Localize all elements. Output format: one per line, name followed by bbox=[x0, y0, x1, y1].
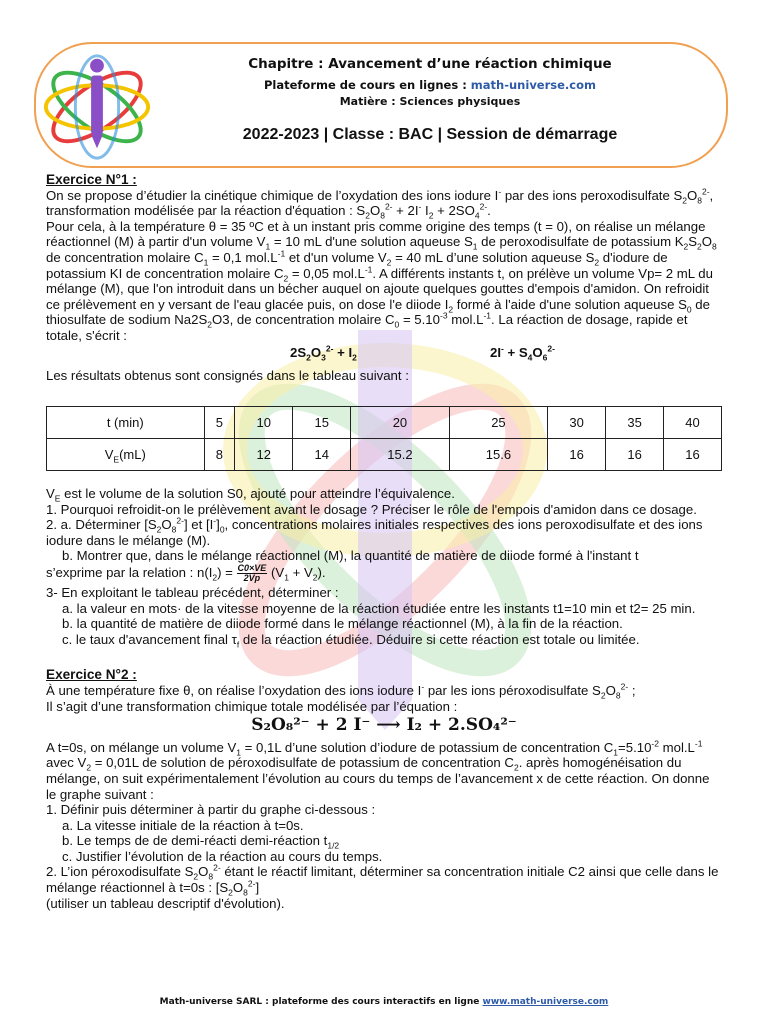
table-cell: 16 bbox=[548, 439, 606, 471]
results-intro: Les résultats obtenus sont consignés dans le tableau suivant : bbox=[46, 367, 409, 383]
exercise-2-setup: A t=0s, on mélange un volume $V_1 = 0,1L$ d’une solution d’iodure de potassium de concentration $C_1=5.10^{-2}$ $mol.L^{-1}$ avec $V_2 = 0,01L$ de solution de péroxodisulfate de potassium de concentration $C_2$. après homogénéisation du mélange, on suit expérimentalement l’évolution au cours du temps de l’avancement x de cette réaction. On donne le graphe suivant : bbox=[46, 738, 710, 802]
table-cell: 15 bbox=[293, 407, 351, 439]
table-cell: 35 bbox=[606, 407, 664, 439]
exercise-2-title: Exercice N°2 : bbox=[46, 667, 137, 683]
ex2-question-1: 1. Définir puis déterminer à partir du graphe ci-dessous : bbox=[46, 802, 376, 818]
footer-link[interactable]: www.math-universe.com bbox=[482, 997, 609, 1007]
table-cell: 15.2 bbox=[351, 439, 450, 471]
subject-line: Matière : Sciences physiques bbox=[339, 95, 521, 108]
ex2-question-1a: a. La vitesse initiale de la réaction à t=0s. bbox=[62, 817, 304, 833]
exercise-1-procedure: Pour cela, à la température θ = 35 ºC et à un instant pris comme origine des temps (t = 0), on réalise un mélange réactionnel (M) à partir d'un volume $V_1 = 10$ mL d'une solution aqueuse $S_1$ de peroxodisulfate de potassium $K_2S_2O_8$ de concentration molaire $C_1 = 0,1$ $mol.L^{-1}$ et d'un volume $V_2 = 40$ mL d’une solution aqueuse $S_2$ d'iodure de potassium KI de concentration molaire $C_2 = 0,05$ $mol.L^{-1}$. A différents instants t, on prélève un volume Vp= 2 mL du mélange (M), que l'on introduit dans un bécher auquel on ajoute quelques gouttes d'empois d'amidon. On refroidit ce prélèvement en y versant de l'eau glacée puis, on dose l'e diiode $I_2$ formé à l'aide d'une solution aqueuse $S_0$ de thiosulfate de sodium $Na2S_2O3$, de concentration molaire $C_0 = 5.10^{-3}$ $mol.L^{-1}$. La réaction de dosage, rapide et totale, s'écrit : bbox=[46, 218, 717, 343]
ex2-question-1c: c. Justifier l’évolution de la réaction au cours du temps. bbox=[62, 848, 383, 864]
table-row bbox=[47, 407, 722, 439]
table-cell: 14 bbox=[293, 439, 351, 471]
platform-line: Plateforme de cours en lignes : math-universe.com bbox=[264, 78, 596, 92]
exercise-2-intro: À une température fixe θ, on réalise l’oxydation des ions iodure I- par les ions péroxodisulfate $S_2O_8^{2-}$ ; bbox=[46, 681, 636, 701]
question-3b: b. la quantité de matière de diiode formé dans le mélange réactionnel (M), à la fin de la réaction. bbox=[62, 616, 623, 632]
ex2-question-2: 2. L’ion péroxodisulfate $S_2O_8^{2-}$ étant le réactif limitant, déterminer sa concentration initiale C2 ainsi que celle dans le mélange réactionnel à t=0s : $[S_2O_8^{2-}]$ bbox=[46, 863, 719, 898]
table-cell: 30 bbox=[548, 407, 606, 439]
exercise-2-equation: S₂O₈²⁻ + 2 I⁻ ⟶ I₂ + 2.SO₄²⁻ bbox=[251, 715, 517, 736]
results-table bbox=[46, 406, 722, 471]
table-cell: 20 bbox=[351, 407, 450, 439]
dosage-products: $2I^- + S_4O_6^{2-}$ bbox=[490, 343, 555, 363]
header-text bbox=[160, 55, 700, 146]
table-cell: 16 bbox=[664, 439, 722, 471]
table-cell: 8 bbox=[204, 439, 235, 471]
table-row-label: $V_E(mL)$ bbox=[47, 439, 205, 471]
fraction: $\frac{C0\times VE}{2Vp}$ bbox=[237, 562, 267, 583]
document-body bbox=[46, 172, 722, 383]
exercise-1-title: Exercice N°1 : bbox=[46, 172, 137, 187]
question-3: 3- En exploitant le tableau précédent, déterminer : bbox=[46, 584, 339, 600]
question-1: 1. Pourquoi refroidit-on le prélèvement avant le dosage ? Préciser le rôle de l'empois d'amidon dans ce dosage. bbox=[46, 501, 697, 517]
dosage-reactants: $2S_2O_3^{2-} + I_2$ bbox=[290, 343, 357, 363]
table-cell: 25 bbox=[449, 407, 548, 439]
dosage-equation bbox=[46, 344, 722, 362]
footer: Math-universe SARL : plateforme des cours interactifs en ligne www.math-universe.com bbox=[159, 997, 609, 1007]
ve-definition: $V_E$ est le volume de la solution S0, ajouté pour atteindre l’équivalence. bbox=[46, 486, 455, 504]
platform-link[interactable]: math-universe.com bbox=[470, 78, 596, 92]
chapter-title: Chapitre : Avancement d’une réaction chimique bbox=[248, 56, 612, 72]
question-2a: 2. a. Déterminer $[S_2O_8^{2-}]$ et $[I^-]_0$, concentrations molaires initiales respectives des ions peroxodisulfate et des ions iodure dans le mélange (M). bbox=[46, 515, 703, 548]
table-cell: 5 bbox=[204, 407, 235, 439]
exercise-2-statement: Il s’agit d’une transformation chimique totale modélisée par l’équation : bbox=[46, 698, 458, 714]
table-cell: 40 bbox=[664, 407, 722, 439]
table-row bbox=[47, 439, 722, 471]
exercise-1-intro: On se propose d’étudier la cinétique chimique de l’oxydation des ions iodure I- par des ions peroxodisulfate $S_2O_8^{2-}$, transformation modélisée par la réaction d'équation : $S_2O_8^{2-} + 2I^-$ $I_2 + 2SO_4^{2-}$. bbox=[46, 186, 714, 221]
question-3c: c. le taux d'avancement final $\tau_f$ de la réaction étudiée. Déduire si cette réaction est totale ou limitée. bbox=[62, 631, 640, 650]
question-2b-relation: s’exprime par la relation : $n(I_2)$ = $\frac{C0\times VE}{2Vp}$ $(V_1 + V_2)$. bbox=[46, 562, 326, 583]
table-row-label: t (min) bbox=[47, 407, 205, 439]
table-cell: 10 bbox=[235, 407, 293, 439]
question-3a: a. la valeur en mots· de la vitesse moyenne de la réaction étudiée entre les instants t1=10 min et t2= 25 min. bbox=[62, 600, 696, 616]
session-line: 2022-2023 | Classe : BAC | Session de démarrage bbox=[242, 126, 618, 143]
table-cell: 16 bbox=[606, 439, 664, 471]
atom-logo-icon bbox=[38, 46, 156, 164]
ex2-question-1b: b. Le temps de de demi-réacti demi-réaction $t_{1/2}$ bbox=[62, 833, 340, 851]
table-cell: 12 bbox=[235, 439, 293, 471]
question-2b: b. Montrer que, dans le mélange réactionnel (M), la quantité de matière de diiode formé à l'instant t bbox=[62, 548, 639, 564]
exercise-1-questions bbox=[46, 486, 722, 911]
table-cell: 15.6 bbox=[449, 439, 548, 471]
ex2-question-2-note: (utiliser un tableau descriptif d'évolution). bbox=[46, 895, 285, 911]
